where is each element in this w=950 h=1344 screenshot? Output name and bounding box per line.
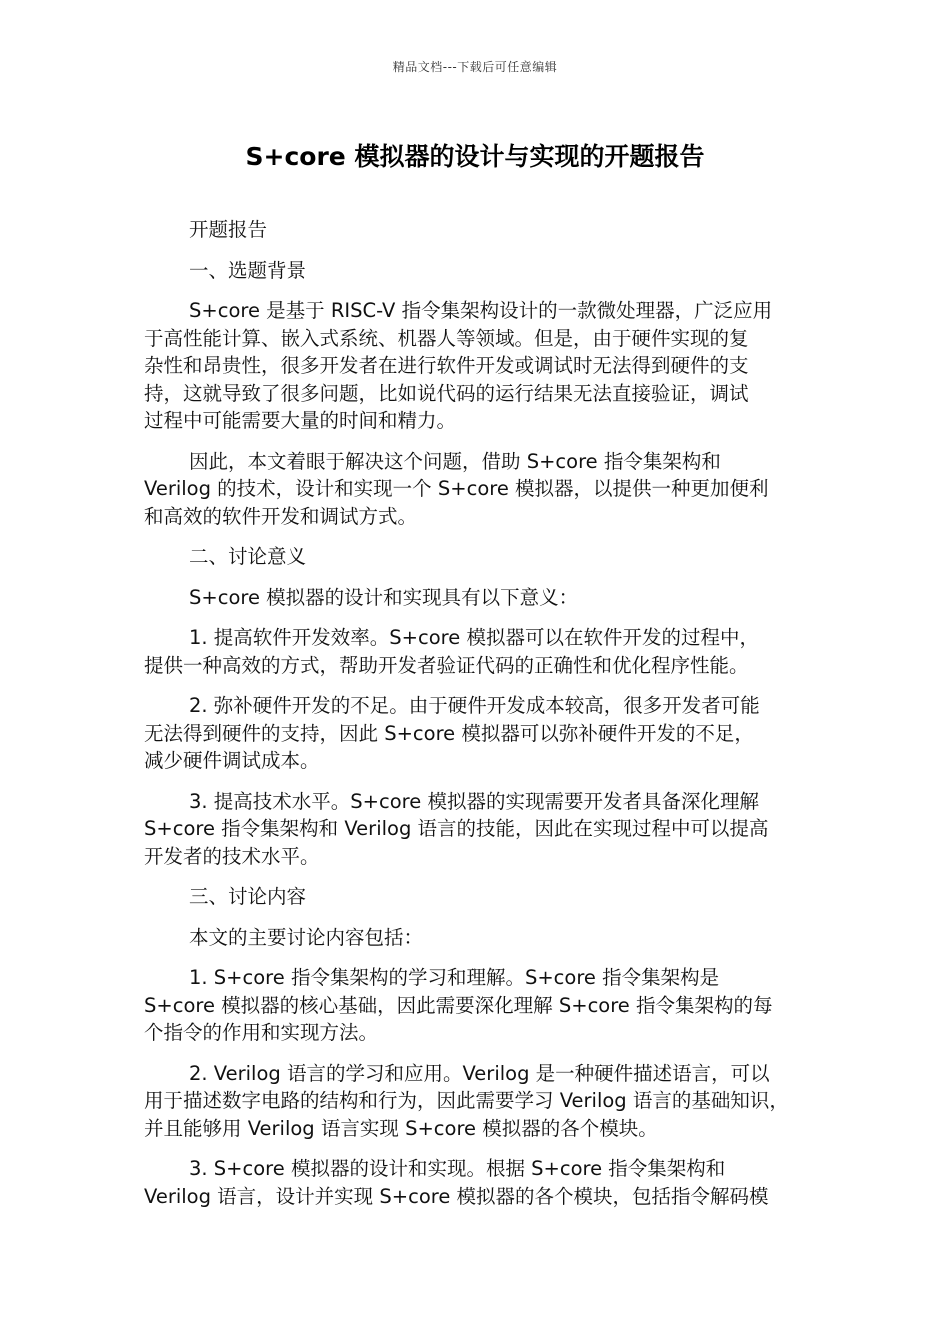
paragraph-line: S+core 是基于 RISC-V 指令集架构设计的一款微处理器，广泛应用 <box>189 299 773 322</box>
document-title: S+core 模拟器的设计与实现的开题报告 <box>245 142 705 171</box>
paragraph <box>144 1155 814 1210</box>
paragraph-line: 杂性和昂贵性，很多开发者在进行软件开发或调试时无法得到硬件的支 <box>144 354 749 377</box>
paragraph-line: 减少硬件调试成本。 <box>144 749 320 772</box>
paragraph-line: 开发者的技术水平。 <box>144 844 320 868</box>
paragraph <box>144 624 814 679</box>
paragraph <box>144 216 814 244</box>
paragraph-line: 一、选题背景 <box>189 258 307 282</box>
paragraph <box>144 543 814 571</box>
paragraph-line: 3. 提高技术水平。S+core 模拟器的实现需要开发者具备深化理解 <box>189 789 759 813</box>
paragraph-line: 二、讨论意义 <box>189 545 307 568</box>
paragraph <box>144 924 814 952</box>
document-body <box>144 216 814 1223</box>
paragraph-line: 个指令的作用和实现方法。 <box>144 1021 379 1044</box>
paragraph-line: 和高效的软件开发和调试方式。 <box>144 504 418 528</box>
paragraph-line: 开题报告 <box>189 218 268 241</box>
paragraph <box>144 297 814 435</box>
page-header-watermark: 精品文档---下载后可任意编辑 <box>392 60 558 74</box>
paragraph <box>144 692 814 775</box>
paragraph-line: 并且能够用 Verilog 语言实现 S+core 模拟器的各个模块。 <box>144 1116 658 1140</box>
paragraph-line: 1. S+core 指令集架构的学习和理解。S+core 指令集架构是 <box>189 966 720 989</box>
paragraph <box>144 1060 814 1143</box>
paragraph-line: S+core 指令集架构和 Verilog 语言的技能，因此在实现过程中可以提高 <box>144 817 769 840</box>
paragraph <box>144 448 814 531</box>
paragraph-line: S+core 模拟器的设计和实现具有以下意义： <box>189 585 579 609</box>
paragraph-line: 3. S+core 模拟器的设计和实现。根据 S+core 指令集架构和 <box>189 1157 726 1180</box>
paragraph-line: Verilog 的技术，设计和实现一个 S+core 模拟器，以提供一种更加便利 <box>144 477 769 500</box>
paragraph-line: Verilog 语言，设计并实现 S+core 模拟器的各个模块，包括指令解码模 <box>144 1184 769 1208</box>
paragraph <box>144 883 814 911</box>
paragraph-line: 2. 弥补硬件开发的不足。由于硬件开发成本较高，很多开发者可能 <box>189 694 760 717</box>
paragraph-line: 过程中可能需要大量的时间和精力。 <box>144 409 457 432</box>
paragraph-line: 无法得到硬件的支持，因此 S+core 模拟器可以弥补硬件开发的不足， <box>144 721 754 745</box>
paragraph-line: 用于描述数字电路的结构和行为，因此需要学习 Verilog 语言的基础知识， <box>144 1089 789 1112</box>
paragraph-line: 本文的主要讨论内容包括： <box>189 925 424 949</box>
paragraph-line: 1. 提高软件开发效率。S+core 模拟器可以在软件开发的过程中， <box>189 626 759 649</box>
paragraph-line: 持，这就导致了很多问题，比如说代码的运行结果无法直接验证，调试 <box>144 381 749 405</box>
paragraph-line: 因此，本文着眼于解决这个问题，借助 S+core 指令集架构和 <box>189 449 721 473</box>
paragraph <box>144 584 814 612</box>
paragraph-line: 于高性能计算、嵌入式系统、机器人等领域。但是，由于硬件实现的复 <box>144 326 749 350</box>
paragraph <box>144 964 814 1047</box>
paragraph-line: 三、讨论内容 <box>189 885 307 908</box>
paragraph-line: 2. Verilog 语言的学习和应用。Verilog 是一种硬件描述语言，可以 <box>189 1061 770 1085</box>
paragraph-line: S+core 模拟器的核心基础，因此需要深化理解 S+core 指令集架构的每 <box>144 993 773 1017</box>
paragraph <box>144 257 814 285</box>
paragraph <box>144 788 814 871</box>
paragraph-line: 提供一种高效的方式，帮助开发者验证代码的正确性和优化程序性能。 <box>144 653 749 677</box>
